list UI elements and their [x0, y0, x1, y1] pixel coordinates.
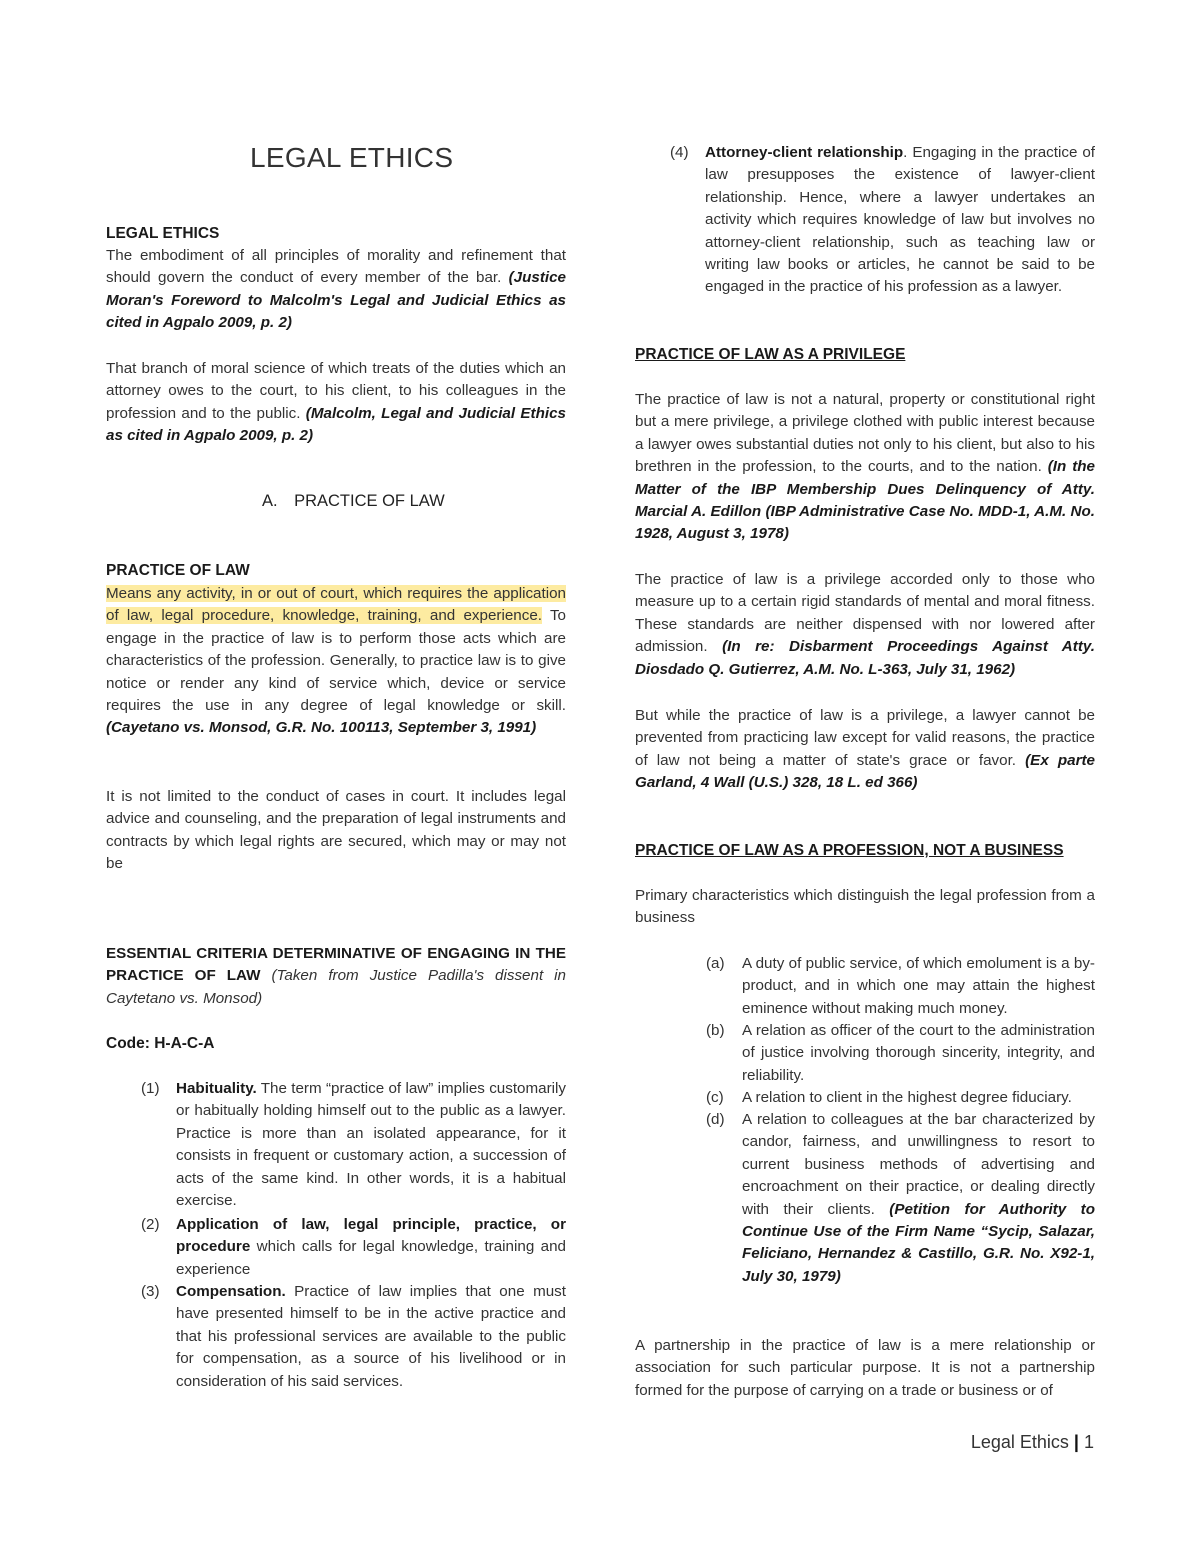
list-item-label: Compensation.	[176, 1283, 286, 1300]
page-footer	[971, 1432, 1094, 1453]
not-limited-paragraph: It is not limited to the conduct of cases in court. It includes legal advice and counseling, and the preparation of legal instruments and contracts by which legal rights are secured, which may or may not be	[106, 788, 566, 873]
privilege-2-text: The practice of law is a privilege accorded only to those who measure up to a certain rigid standards of mental and moral fitness. These standards are neither dispensed with nor lowered after admission.	[635, 571, 1095, 656]
definition-1-text: The embodiment of all principles of morality and refinement that should govern the conduct of every member of the bar.	[106, 247, 566, 287]
list-item-text: . Engaging in the practice of law presupposes the existence of lawyer-client relationship. Hence, where a lawyer undertakes an activity which requires knowledge of law but involves no attorney-client relationship, such as teaching law or writing law books or articles, he cannot be said to be engaged in the practice of his profession as a lawyer.	[705, 144, 1095, 296]
privilege-1-text: The practice of law is not a natural, property or constitutional right but a mere privilege, a privilege clothed with public interest because a lawyer owes substantial duties not only to his client, but also to his brethren in the profession, to the courts, and to the nation.	[635, 391, 1095, 476]
practice-of-law-paragraph	[106, 583, 566, 740]
privilege-heading: PRACTICE OF LAW AS A PRIVILEGE	[635, 346, 906, 363]
list-item-text: The term “practice of law” implies customarily or habitually holding himself out to the public as a lawyer. Practice is more than an isolated appearance, for it consists in frequent or customary action, a succession of acts of the same kind. In other words, it is a habitual exercise.	[176, 1080, 566, 1210]
list-item	[706, 1087, 1095, 1109]
criteria-paragraph	[106, 943, 566, 1010]
list-item-text: A relation to client in the highest degree fiduciary.	[742, 1089, 1072, 1106]
list-item	[706, 953, 1095, 1020]
list-item-text: A relation to colleagues at the bar characterized by candor, fairness, and unwillingness to resort to current business methods of advertising and encroachment on their practice, or dealing directly with their clients.	[742, 1111, 1095, 1218]
privilege-paragraph-2	[635, 569, 1095, 681]
privilege-3-text: But while the practice of law is a privilege, a lawyer cannot be prevented from practicing law except for valid reasons, the practice of law not being a matter of state's grace or favor.	[635, 707, 1095, 769]
privilege-2-citation: (In re: Disbarment Proceedings Against Atty. Diosdado Q. Gutierrez, A.M. No. L-363, July 31, 1962)	[635, 638, 1095, 678]
list-item-citation: (Petition for Authority to Continue Use of the Firm Name “Sycip, Salazar, Feliciano, Hernandez & Castillo, G.R. No. X92-1, July 30, 1979)	[742, 1200, 1095, 1285]
list-item-text: which calls for legal knowledge, training and experience	[176, 1238, 566, 1278]
list-item-number: (d)	[706, 1111, 725, 1128]
definition-paragraph-1	[106, 245, 566, 335]
page-number: 1	[1083, 1432, 1094, 1452]
list-item-number: (2)	[141, 1216, 160, 1233]
definition-2-text: That branch of moral science of which treats of the duties which an attorney owes to the court, to his client, to his colleagues in the profession and to the public.	[106, 360, 566, 422]
list-item	[141, 1214, 566, 1281]
list-item	[670, 142, 1095, 299]
privilege-paragraph-1	[635, 389, 1095, 546]
section-a-heading: A. PRACTICE OF LAW	[262, 492, 445, 510]
practice-of-law-heading: PRACTICE OF LAW	[106, 562, 250, 579]
list-item-label: Attorney-client relationship	[705, 144, 904, 161]
privilege-1-citation: (In the Matter of the IBP Membership Dues Delinquency of Atty. Marcial A. Edillon (IBP Administrative Case No. MDD-1, A.M. No. 1928, August 3, 1978)	[635, 458, 1095, 543]
list-item	[141, 1078, 566, 1212]
footer-label: Legal Ethics	[970, 1432, 1069, 1452]
primary-characteristics-intro: Primary characteristics which distinguish the legal profession from a business	[635, 887, 1095, 927]
practice-of-law-text: To engage in the practice of law is to perform those acts which are characteristics of the profession. Generally, to practice law is to give notice or render any kind of service which, device or service requires the use in any degree of legal knowledge or skill.	[106, 607, 566, 715]
list-item	[706, 1020, 1095, 1087]
highlighted-definition: Means any activity, in or out of court, which requires the application of law, legal procedure, knowledge, training, and experience.	[106, 585, 566, 625]
list-item-text: Practice of law implies that one must have presented himself to be in the active practice and that his professional services are available to the public for compensation, as a source of his livelihood or in consideration of his said services.	[176, 1283, 566, 1390]
list-item-number: (b)	[706, 1022, 725, 1039]
list-item-number: (3)	[141, 1283, 160, 1300]
list-item-text: A duty of public service, of which emolument is a by-product, and in which one may attain the highest eminence without making much money.	[742, 955, 1095, 1017]
definition-paragraph-2	[106, 358, 566, 448]
list-item-number: (a)	[706, 955, 725, 972]
practice-of-law-citation: (Cayetano vs. Monsod, G.R. No. 100113, September 3, 1991)	[106, 719, 537, 737]
partnership-paragraph: A partnership in the practice of law is a mere relationship or association for such particular purpose. It is not a partnership formed for the purpose of carrying on a trade or business or of	[635, 1337, 1095, 1399]
list-item-number: (4)	[670, 144, 689, 161]
criteria-heading: ESSENTIAL CRITERIA DETERMINATIVE OF ENGAGING IN THE PRACTICE OF LAW	[106, 945, 566, 985]
privilege-paragraph-3	[635, 705, 1095, 795]
profession-heading: PRACTICE OF LAW AS A PROFESSION, NOT A BUSINESS	[635, 842, 1064, 859]
list-item-number: (c)	[706, 1089, 724, 1106]
list-item	[141, 1281, 566, 1393]
list-item-label: Habituality.	[176, 1080, 257, 1097]
criteria-note: (Taken from Justice Padilla's dissent in Caytetano vs. Monsod)	[106, 967, 566, 1007]
list-item	[706, 1109, 1095, 1288]
privilege-3-citation: (Ex parte Garland, 4 Wall (U.S.) 328, 18 L. ed 366)	[635, 751, 1096, 792]
definition-1-citation: (Justice Moran's Foreword to Malcolm's Legal and Judicial Ethics as cited in Agpalo 2009, p. 2)	[106, 269, 566, 332]
definition-2-citation: (Malcolm, Legal and Judicial Ethics as cited in Agpalo 2009, p. 2)	[106, 404, 566, 445]
document-title: LEGAL ETHICS	[250, 142, 454, 173]
legal-ethics-heading: LEGAL ETHICS	[106, 225, 220, 242]
footer-separator: |	[1073, 1432, 1079, 1452]
list-item-number: (1)	[141, 1080, 160, 1097]
code-label: Code: H-A-C-A	[106, 1035, 215, 1052]
list-item-label: Application of law, legal principle, practice, or procedure	[176, 1216, 566, 1256]
list-item-text: A relation as officer of the court to the administration of justice involving thorough sincerity, integrity, and reliability.	[742, 1022, 1095, 1084]
